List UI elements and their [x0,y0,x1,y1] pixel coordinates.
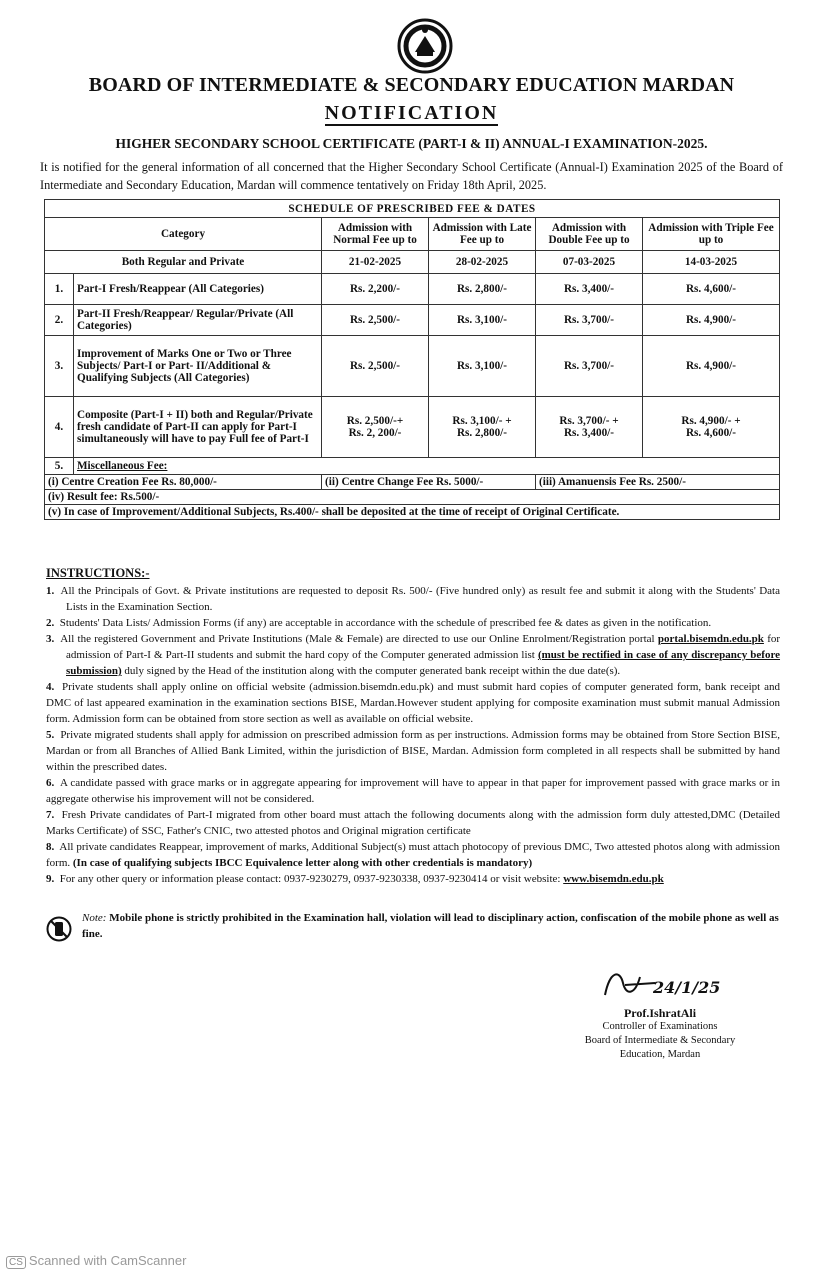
fee-cell: Rs. 2,500/-+ Rs. 2, 200/- [322,397,429,458]
date-cell: 28-02-2025 [429,251,536,274]
fee-cell: Rs. 4,900/- [643,305,780,336]
row-number: 3. [45,336,74,397]
intro-paragraph: It is notified for the general information of all concerned that the Higher Secondary School Certificate (Annual-I) Examination 2025 of the Board of Intermediate and Secondary Education, Mardan will commence tentatively on Friday 18th April, 2025. [40,160,783,192]
table-row [45,305,780,336]
mobile-phone-note: Note: Mobile phone is strictly prohibited in the Examination hall, violation will lead to disciplinary action, confiscation of the mobile phone as well as fine. [82,912,779,940]
amanuensis-fee: (iii) Amanuensis Fee Rs. 2500/- [536,475,780,490]
fee-schedule-table [44,199,780,520]
row-category: Part-I Fresh/Reappear (All Categories) [74,274,322,305]
table-row [45,274,780,305]
list-item: 8. All private candidates Reappear, improvement of marks, Additional Subject(s) must attach photocopy of previous DMC, Two attested photos along with admission form. (In case of qualifying subjects IBCC Equivalence letter along with other credentials is mandatory) [46,841,780,869]
row-number: 1. [45,274,74,305]
signatory-designation: Controller of Examinations [602,1021,718,1032]
list-item: 1. All the Principals of Govt. & Private institutions are requested to deposit Rs. 500/- (Five hundred only) as result fee and submit it along with the Students' Data Lists in the Examination Section. [46,585,780,613]
row-number: 4. [45,397,74,458]
signature-date: 24/1/25 [653,978,721,997]
table-row [45,505,780,520]
instructions-list [46,583,780,887]
signatory-org-line2: Education, Mardan [619,1049,701,1060]
list-item: 5. Private migrated students shall apply for admission on prescribed admission form as per instructions. Admission forms may be obtained from Store Section BISE, Mardan or from all Branches of Allied Bank Limited, within the jurisdiction of BISE, Mardan. Admission form completed in all respects shall be submitted by hand within the prescribed dates. [46,729,781,773]
row-number: 2. [45,305,74,336]
signatory-org-line1: Board of Intermediate & Secondary [584,1035,736,1046]
table-row [45,336,780,397]
list-item: 6. A candidate passed with grace marks or in aggregate appearing for improvement will have to appear in that paper for improvement passed with grace marks or in aggregate otherwise his improvement will not be considered. [46,777,780,805]
table-row [45,475,780,490]
fee-cell: Rs. 3,400/- [536,274,643,305]
fee-cell: Rs. 4,900/- [643,336,780,397]
column-header: Admission with Triple Fee up to [643,218,780,251]
list-item: 2. Students' Data Lists/ Admission Forms (if any) are acceptable in accordance with the schedule of prescribed fee & dates as given in the notification. [46,617,712,629]
fee-cell: Rs. 4,600/- [643,274,780,305]
board-title: BOARD OF INTERMEDIATE & SECONDARY EDUCATION MARDAN [88,74,735,96]
table-row [45,490,780,505]
date-cell: 21-02-2025 [322,251,429,274]
centre-change-fee: (ii) Centre Change Fee Rs. 5000/- [322,475,536,490]
signature-block [570,965,750,1062]
fee-cell: Rs. 3,700/- [536,336,643,397]
row-category: Improvement of Marks One or Two or Three Subjects/ Part-I or Part- II/Additional & Qualifying Subjects (All Categories) [74,336,322,397]
centre-creation-fee: (i) Centre Creation Fee Rs. 80,000/- [45,475,322,490]
improvement-fee-note: (v) In case of Improvement/Additional Subjects, Rs.400/- shall be deposited at the time of receipt of Original Certificate. [45,505,780,520]
column-header: Admission with Double Fee up to [536,218,643,251]
exam-subheading: HIGHER SECONDARY SCHOOL CERTIFICATE (PART-I & II) ANNUAL-I EXAMINATION-2025. [115,136,708,151]
website-link[interactable]: www.bisemdn.edu.pk [563,873,664,885]
table-title: SCHEDULE OF PRESCRIBED FEE & DATES [45,200,780,218]
board-logo-icon [397,18,453,74]
list-item: 7. Fresh Private candidates of Part-I migrated from other board must attach the following documents along with the admission form duly attested,DMC (Detailed Marks Certificate) of SSC, Father's CNIC, two attested photos and Original migration certificate [46,809,781,837]
fee-cell: Rs. 3,100/- [429,336,536,397]
list-item: 4. Private students shall apply online on official website (admission.bisemdn.edu.pk) and must submit hard copies of computer generated form, bank receipt and DMC of last appeared examination in the examination sections BISE, Mardan.However student applying for composite examination must submit manual Admission form. Admission form can be obtained from store section as well as available on official website. [46,681,781,725]
column-header: Admission with Late Fee up to [429,218,536,251]
date-cell: 14-03-2025 [643,251,780,274]
result-fee: (iv) Result fee: Rs.500/- [45,490,780,505]
scanner-watermark: CS Scanned with CamScanner [6,1253,186,1269]
fee-cell: Rs. 4,900/- + Rs. 4,600/- [643,397,780,458]
portal-link[interactable]: portal.bisemdn.edu.pk [657,633,764,645]
category-header: Category [45,218,322,251]
column-header: Admission with Normal Fee up to [322,218,429,251]
date-cell: 07-03-2025 [536,251,643,274]
misc-fee-label: Miscellaneous Fee: [74,458,780,475]
fee-cell: Rs. 2,500/- [322,305,429,336]
fee-cell: Rs. 3,700/- + Rs. 3,400/- [536,397,643,458]
row-number: 5. [45,458,74,475]
row-category: Composite (Part-I + II) both and Regular/Private fresh candidate of Part-II can apply for Part-I simultaneously will have to pay Full fee of Part-I [74,397,322,458]
fee-cell: Rs. 2,800/- [429,274,536,305]
signatory-name: Prof.IshratAli [623,1006,697,1020]
fee-cell: Rs. 3,700/- [536,305,643,336]
fee-cell: Rs. 2,500/- [322,336,429,397]
table-row [45,397,780,458]
list-item: 3. All the registered Government and Private Institutions (Male & Female) are directed to use our Online Enrolment/Registration portal portal.bisemdn.edu.pk for admission of Part-I & Part-II students and submit the hard copy of the Computer generated admission list (must be rectified in case of any discrepancy before submission) duly signed by the Head of the institution along with the computer generated bank receipt within the due date(s). [46,633,781,677]
fee-cell: Rs. 3,100/- [429,305,536,336]
instructions-title: INSTRUCTIONS:- [46,566,150,580]
fee-cell: Rs. 3,100/- + Rs. 2,800/- [429,397,536,458]
table-row [45,458,780,475]
camscanner-icon: CS [6,1256,26,1269]
row-category: Part-II Fresh/Reappear/ Regular/Private (All Categories) [74,305,322,336]
fee-cell: Rs. 2,200/- [322,274,429,305]
signature-scribble [585,965,735,1001]
notification-heading: NOTIFICATION [324,102,499,124]
dates-label: Both Regular and Private [45,251,322,274]
list-item: 9. For any other query or information please contact: 0937-9230279, 0937-9230338, 0937-9230414 or visit website: www.bisemdn.edu.pk [46,873,664,885]
